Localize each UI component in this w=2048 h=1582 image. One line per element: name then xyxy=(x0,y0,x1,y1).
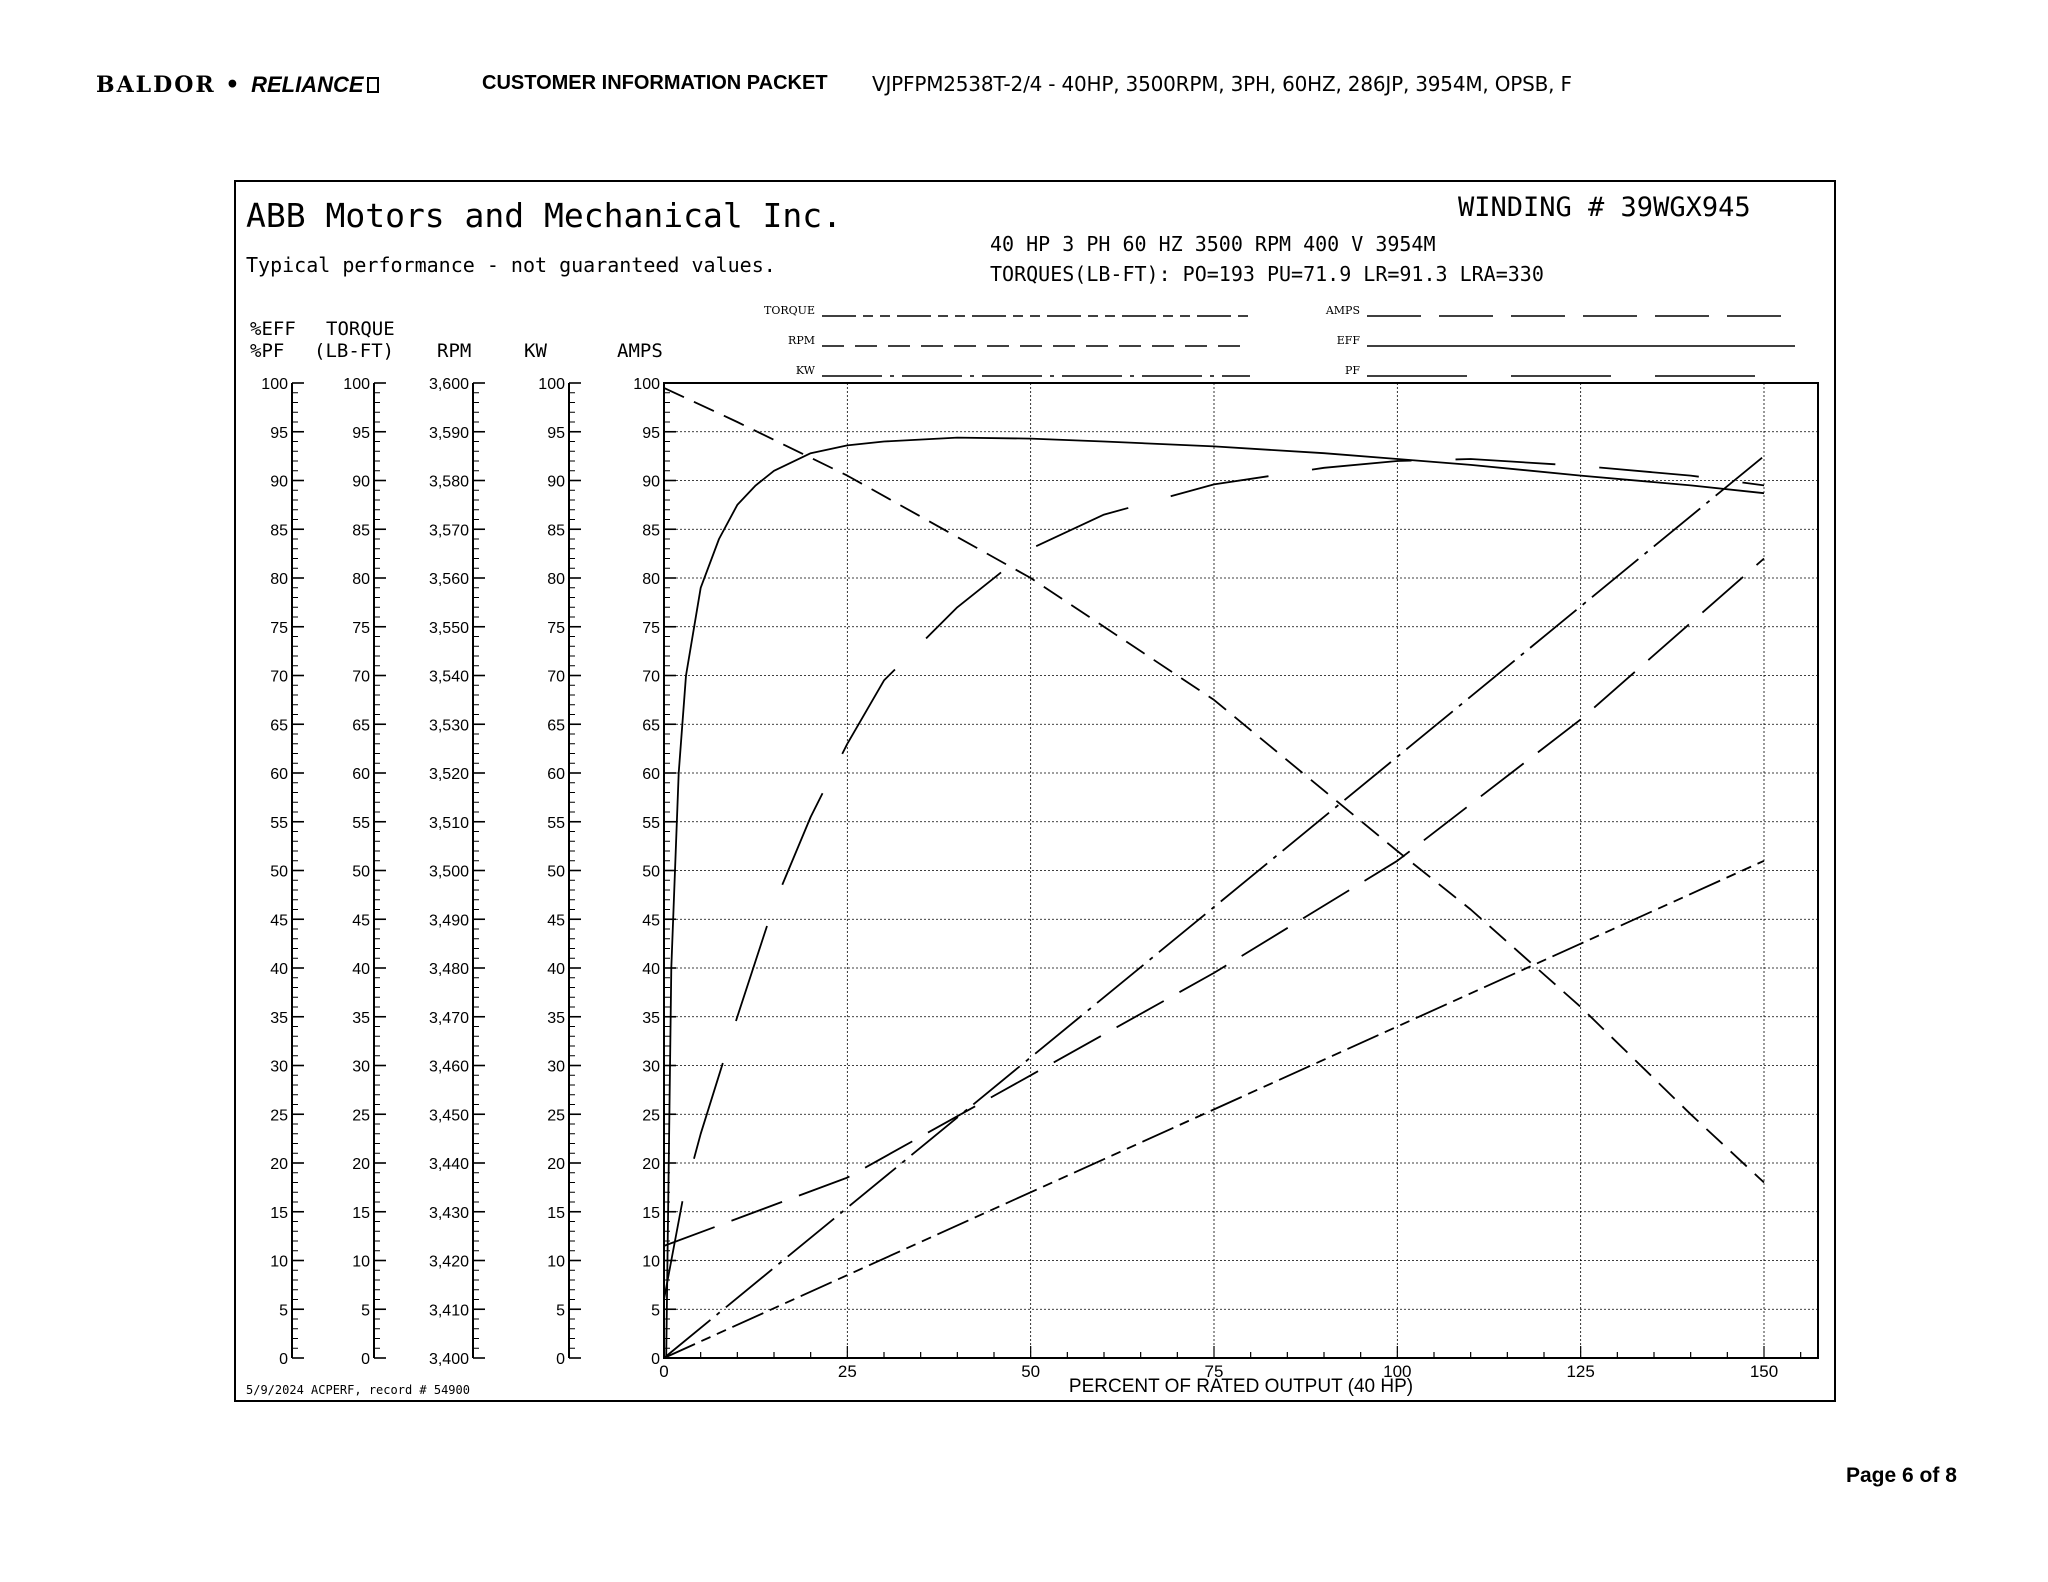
scale-amps-label: 80 xyxy=(642,571,660,588)
scale-eff-pf xyxy=(261,376,304,1368)
scale-torque-label: 70 xyxy=(352,668,370,686)
scale-rpm-label: 3,440 xyxy=(428,1156,469,1173)
scale-kw-label: 10 xyxy=(547,1253,565,1271)
scale-rpm xyxy=(429,376,485,1368)
page-number: Page 6 of 8 xyxy=(1846,1464,1957,1487)
scale-kw-label: 50 xyxy=(547,863,565,881)
scale-kw-label: 95 xyxy=(547,424,565,442)
scale-rpm-label: 3,540 xyxy=(428,668,469,686)
scale-kw-label: 80 xyxy=(547,571,565,588)
scale-kw-label: 15 xyxy=(547,1204,565,1222)
x-tick-label: 100 xyxy=(1383,1362,1412,1381)
scale-eff-pf-label: 65 xyxy=(270,717,288,735)
scale-eff-pf-label: 60 xyxy=(270,766,288,783)
scale-torque-label: 90 xyxy=(352,473,370,491)
x-tick-label: 75 xyxy=(1204,1362,1224,1381)
scale-amps-label: 60 xyxy=(642,766,660,783)
scale-rpm-label: 3,550 xyxy=(428,619,469,637)
eff-header: %EFF xyxy=(250,318,296,340)
scale-rpm-label: 3,570 xyxy=(428,522,469,540)
scale-amps-label: 70 xyxy=(642,668,660,686)
scale-torque-label: 35 xyxy=(352,1009,370,1027)
scale-eff-pf-label: 50 xyxy=(270,863,288,881)
scale-amps-label: 35 xyxy=(642,1009,660,1027)
legend-label-rpm: RPM xyxy=(788,334,815,347)
x-tick-label: 125 xyxy=(1566,1362,1595,1381)
scale-torque-label: 40 xyxy=(352,961,370,978)
scale-eff-pf-label: 30 xyxy=(270,1058,288,1076)
scale-eff-pf-label: 15 xyxy=(270,1204,288,1222)
company-name: ABB Motors and Mechanical Inc. xyxy=(246,196,843,235)
scale-torque-label: 85 xyxy=(352,522,370,540)
torque-specs: TORQUES(LB-FT): PO=193 PU=71.9 LR=91.3 LRA=330 xyxy=(990,262,1544,286)
scale-rpm-label: 3,470 xyxy=(428,1009,469,1027)
scale-eff-pf-label: 0 xyxy=(279,1351,288,1368)
brand-separator: • xyxy=(225,72,242,98)
scale-eff-pf-label: 100 xyxy=(261,376,288,393)
scale-rpm-label: 3,480 xyxy=(428,961,469,978)
scale-eff-pf-label: 90 xyxy=(270,473,288,491)
pf-header: %PF xyxy=(250,340,285,362)
model-line: VJPFPM2538T-2/4 - 40HP, 3500RPM, 3PH, 60HZ, 286JP, 3954M, OPSB, F xyxy=(872,72,1572,96)
series-eff-line xyxy=(666,438,1764,1358)
scale-kw-label: 90 xyxy=(547,473,565,491)
scale-rpm-label: 3,530 xyxy=(428,717,469,735)
scale-torque-label: 60 xyxy=(352,766,370,783)
scale-kw-label: 30 xyxy=(547,1058,565,1076)
packet-title: CUSTOMER INFORMATION PACKET xyxy=(482,72,828,94)
scale-torque-label: 45 xyxy=(352,912,370,930)
scale-rpm-label: 3,430 xyxy=(428,1204,469,1222)
scale-eff-pf-label: 20 xyxy=(270,1156,288,1173)
x-tick-label: 150 xyxy=(1749,1362,1779,1381)
legend-label-kw: KW xyxy=(795,364,815,377)
scale-amps-label: 75 xyxy=(642,619,660,637)
scale-torque-label: 75 xyxy=(352,619,370,637)
scale-amps-label: 20 xyxy=(642,1156,660,1173)
motor-specs: 40 HP 3 PH 60 HZ 3500 RPM 400 V 3954M xyxy=(990,232,1436,256)
scale-amps-label: 0 xyxy=(651,1351,660,1368)
scale-rpm-label: 3,580 xyxy=(428,473,469,491)
scale-torque-label: 65 xyxy=(352,717,370,735)
x-tick-label: 0 xyxy=(659,1362,669,1381)
scale-torque-label: 0 xyxy=(361,1351,370,1368)
brand-right: RELIANCE xyxy=(251,72,364,97)
scale-kw-label: 55 xyxy=(547,814,565,832)
brand-left: BALDOR xyxy=(96,72,216,98)
scale-eff-pf-label: 70 xyxy=(270,668,288,686)
scale-kw-label: 0 xyxy=(556,1351,565,1368)
scale-amps-label: 100 xyxy=(633,376,660,393)
scale-amps-label: 65 xyxy=(642,717,660,735)
scale-kw-label: 60 xyxy=(547,766,565,783)
scale-torque-label: 20 xyxy=(352,1156,370,1173)
scale-torque-label: 25 xyxy=(352,1107,370,1125)
scale-eff-pf-label: 5 xyxy=(279,1302,288,1320)
scale-amps-label: 85 xyxy=(642,522,660,540)
scale-torque-label: 100 xyxy=(343,376,370,393)
series-amps-line xyxy=(664,559,1764,1246)
scale-amps-label: 90 xyxy=(642,473,660,491)
scale-eff-pf-label: 40 xyxy=(270,961,288,978)
scale-rpm-label: 3,450 xyxy=(428,1107,469,1125)
scale-amps-label: 30 xyxy=(642,1058,660,1076)
scale-amps-label: 10 xyxy=(642,1253,660,1271)
rpm-header: RPM xyxy=(437,340,472,362)
scale-kw-label: 65 xyxy=(547,717,565,735)
kw-header: KW xyxy=(524,340,547,362)
scale-rpm-label: 3,490 xyxy=(428,912,469,930)
scale-rpm-label: 3,420 xyxy=(428,1253,469,1271)
scale-eff-pf-label: 80 xyxy=(270,571,288,588)
scale-amps-label: 25 xyxy=(642,1107,660,1125)
scale-kw-label: 35 xyxy=(547,1009,565,1027)
y-scales xyxy=(261,376,676,1368)
scale-torque-label: 10 xyxy=(352,1253,370,1271)
scale-amps-label: 40 xyxy=(642,961,660,978)
scale-torque-label: 30 xyxy=(352,1058,370,1076)
x-axis-label: PERCENT OF RATED OUTPUT (40 HP) xyxy=(1068,1376,1414,1397)
scale-torque-label: 55 xyxy=(352,814,370,832)
winding-number: WINDING # 39WGX945 xyxy=(1458,192,1751,223)
scale-eff-pf-label: 95 xyxy=(270,424,288,442)
scale-eff-pf-label: 45 xyxy=(270,912,288,930)
scale-eff-pf-label: 75 xyxy=(270,619,288,637)
scale-amps-label: 15 xyxy=(642,1204,660,1222)
scale-kw-label: 40 xyxy=(547,961,565,978)
scale-rpm-label: 3,460 xyxy=(428,1058,469,1076)
scale-rpm-label: 3,560 xyxy=(428,571,469,588)
scale-eff-pf-label: 35 xyxy=(270,1009,288,1027)
scale-kw-label: 45 xyxy=(547,912,565,930)
scale-torque-label: 15 xyxy=(352,1204,370,1222)
scale-rpm-label: 3,500 xyxy=(428,863,469,881)
scale-amps xyxy=(633,376,676,1368)
x-tick-label: 25 xyxy=(837,1362,857,1381)
x-axis xyxy=(659,1346,1800,1397)
disclaimer: Typical performance - not guaranteed values. xyxy=(246,253,776,277)
amps-header: AMPS xyxy=(617,340,663,362)
scale-kw-label: 75 xyxy=(547,619,565,637)
x-tick-label: 50 xyxy=(1021,1362,1041,1381)
scale-eff-pf-label: 85 xyxy=(270,522,288,540)
scale-torque-label: 5 xyxy=(361,1302,370,1320)
footnote: 5/9/2024 ACPERF, record # 54900 xyxy=(246,1383,470,1397)
scale-kw-label: 85 xyxy=(547,522,565,540)
scale-eff-pf-label: 55 xyxy=(270,814,288,832)
scale-torque-label: 80 xyxy=(352,571,370,588)
scale-rpm-label: 3,590 xyxy=(428,424,469,442)
scale-torque xyxy=(343,376,386,1368)
scale-rpm-label: 3,410 xyxy=(428,1302,469,1320)
torque-header-line2: (LB-FT) xyxy=(314,340,395,362)
legend xyxy=(764,304,1795,377)
scale-amps-label: 45 xyxy=(642,912,660,930)
scale-kw-label: 70 xyxy=(547,668,565,686)
scale-kw-label: 5 xyxy=(556,1302,565,1320)
scale-amps-label: 95 xyxy=(642,424,660,442)
scale-kw xyxy=(538,376,581,1368)
scale-amps-label: 50 xyxy=(642,863,660,881)
scale-rpm-label: 3,400 xyxy=(428,1351,469,1368)
scale-amps-label: 5 xyxy=(651,1302,660,1320)
scale-amps-label: 55 xyxy=(642,814,660,832)
scale-torque-label: 95 xyxy=(352,424,370,442)
scale-kw-label: 20 xyxy=(547,1156,565,1173)
torque-header-line1: TORQUE xyxy=(326,318,395,340)
legend-label-amps: AMPS xyxy=(1325,304,1360,317)
scale-eff-pf-label: 25 xyxy=(270,1107,288,1125)
grid xyxy=(664,383,1818,1358)
legend-label-pf: PF xyxy=(1344,364,1360,377)
scale-kw-label: 25 xyxy=(547,1107,565,1125)
scale-rpm-label: 3,510 xyxy=(428,814,469,832)
scale-eff-pf-label: 10 xyxy=(270,1253,288,1271)
scale-rpm-label: 3,520 xyxy=(428,766,469,783)
legend-label-eff: EFF xyxy=(1336,334,1360,347)
scale-kw-label: 100 xyxy=(538,376,565,393)
scale-torque-label: 50 xyxy=(352,863,370,881)
legend-label-torque: TORQUE xyxy=(764,304,815,317)
scale-rpm-label: 3,600 xyxy=(428,376,469,393)
